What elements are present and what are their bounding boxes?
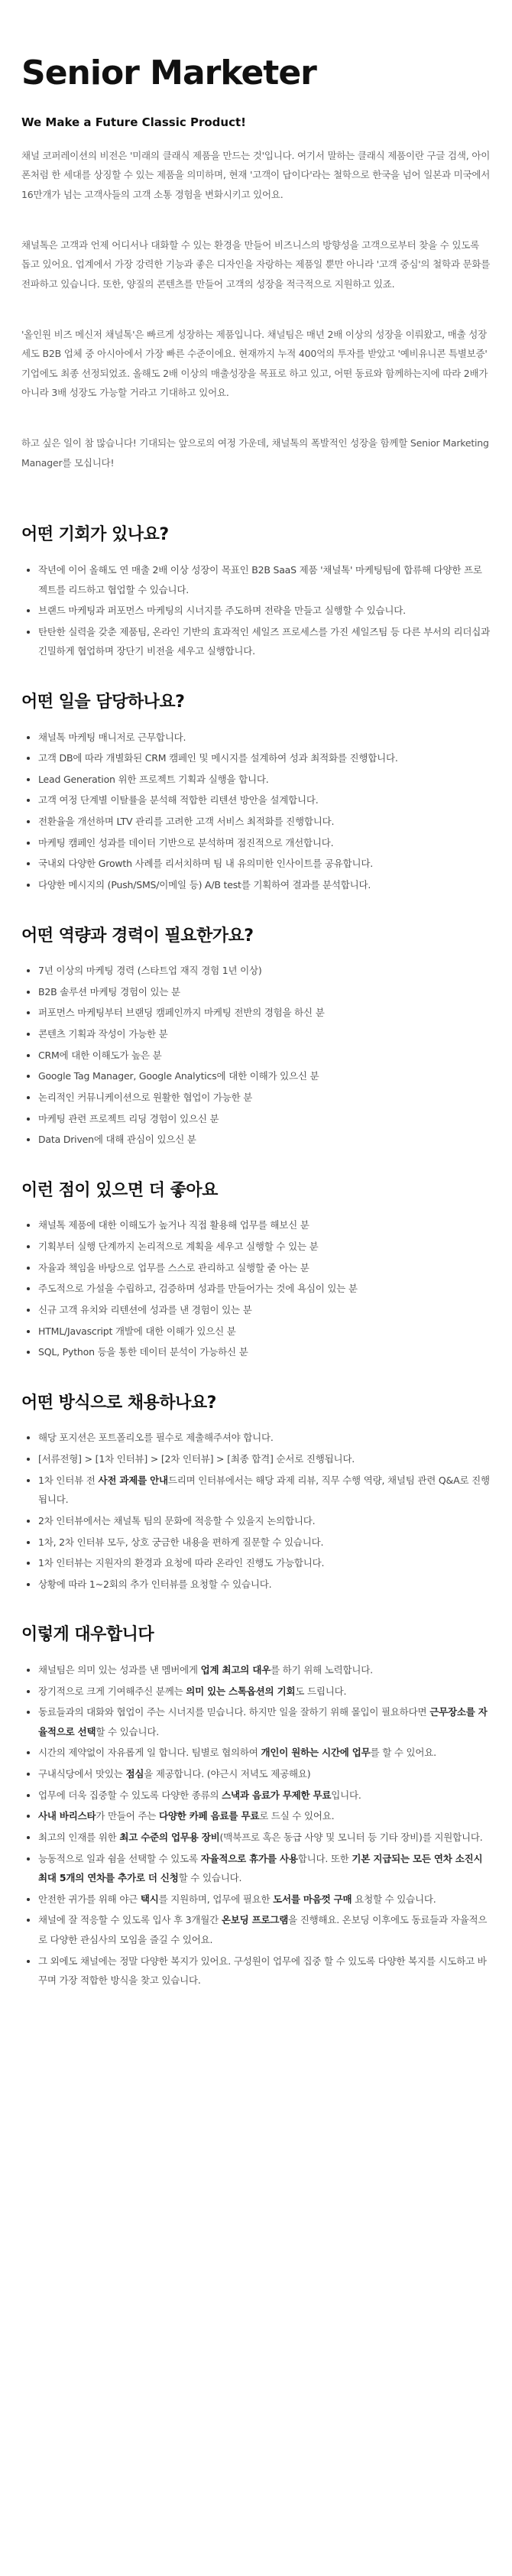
list-item: • Google Tag Manager, Google Analytics에 대한 이해가 있으신 분: [38, 1066, 491, 1086]
benefits-heading: 이렇게 대우합니다: [21, 1625, 154, 1645]
preferred-section: [21, 1180, 491, 1362]
intro-paragraph-product: 채널톡은 고객과 언제 어디서나 대화할 수 있는 환경을 만들어 비즈니스의 방향성을 고객으로부터 찾을 수 있도록 돕고 있어요. 업계에서 가장 강력한 기능과 좋은 디자인을 자랑하는 제품일 뿐만 아니라 '고객 중심'의 철학과 문화를 전파하고 있습니다. 또한, 양질의 콘텐츠를 만들어 고객의 성장을 적극적으로 지원하고 있죠.: [21, 238, 491, 290]
intro-paragraph-vision: 채널 코퍼레이션의 비전은 '미래의 클래식 제품을 만드는 것'입니다. 여기서 말하는 클래식 제품이란 구글 검색, 아이폰처럼 한 세대를 상징할 수 있는 제품을 의미하며, 현재 '고객이 답이다'라는 철학으로 한국을 넘어 일본과 미국에서 16만개가 넘는 고객사들의 고객 소통 경험을 변화시키고 있어요.: [21, 149, 491, 201]
benefits-list: [21, 1660, 491, 1990]
list-item: • 마케팅 캠페인 성과를 데이터 기반으로 분석하며 점진적으로 개선합니다.: [38, 833, 491, 853]
emphasis-text: 택시: [140, 1893, 159, 1905]
list-item: • 채널에 잘 적응할 수 있도록 입사 후 3개월간 온보딩 프로그램을 진행해요. 온보딩 이후에도 동료들과 자율적으로 다양한 관심사의 모임을 즐길 수 있어요.: [38, 1910, 491, 1949]
emphasis-text: 점심: [125, 1768, 144, 1780]
list-item: • 능동적으로 일과 쉼을 선택할 수 있도록 자율적으로 휴가를 사용합니다. 또한 기본 지급되는 모든 연차 소진시 최대 5개의 연차를 추가로 더 신청할 수 있습니다.: [38, 1849, 491, 1888]
list-item: • B2B 솔루션 마케팅 경험이 있는 분: [38, 982, 491, 1002]
process-heading: 어떤 방식으로 채용하나요?: [21, 1393, 216, 1413]
list-item: • SQL, Python 등을 통한 데이터 분석이 가능하신 분: [38, 1342, 491, 1362]
role-heading: 어떤 일을 담당하나요?: [21, 693, 185, 712]
list-item: • 고객 여정 단계별 이탈률을 분석해 적합한 리텐션 방안을 설계합니다.: [38, 790, 491, 810]
emphasis-text: 다양한 카페 음료를 무료: [158, 1810, 260, 1822]
qualifications-section: [21, 926, 491, 1150]
list-item: • 상황에 따라 1~2회의 추가 인터뷰를 요청할 수 있습니다.: [38, 1575, 491, 1595]
opportunity-list: [21, 560, 491, 661]
opportunity-section: [21, 524, 491, 661]
qualifications-heading: 어떤 역량과 경력이 필요한가요?: [21, 926, 254, 946]
opportunity-heading: 어떤 기회가 있나요?: [21, 525, 169, 545]
preferred-heading: 이런 점이 있으면 더 좋아요: [21, 1180, 218, 1200]
list-item: • 장기적으로 크게 기여해주신 분께는 의미 있는 스톡옵션의 기회도 드립니다.: [38, 1682, 491, 1702]
list-item: • 동료들과의 대화와 협업이 주는 시너지를 믿습니다. 하지만 일을 잘하기 위해 몰입이 필요하다면 근무장소를 자율적으로 선택할 수 있습니다.: [38, 1702, 491, 1741]
emphasis-text: 개인이 원하는 시간에 업무: [261, 1747, 371, 1759]
list-item: • 채널팀은 의미 있는 성과를 낸 멤버에게 업계 최고의 대우를 하기 위해 노력합니다.: [38, 1660, 491, 1680]
list-item: • 2차 인터뷰에서는 채널톡 팀의 문화에 적응할 수 있을지 논의합니다.: [38, 1511, 491, 1531]
qualifications-list: [21, 961, 491, 1150]
list-item: • 그 외에도 채널에는 정말 다양한 복지가 있어요. 구성원이 업무에 집중 할 수 있도록 다양한 복지를 시도하고 바꾸며 가장 적합한 방식을 찾고 있습니다.: [38, 1951, 491, 1990]
list-item: • Data Driven에 대해 관심이 있으신 분: [38, 1130, 491, 1150]
list-item: • 사내 바리스타가 만들어 주는 다양한 카페 음료를 무료로 드실 수 있어요.: [38, 1806, 491, 1826]
list-item: • 시간의 제약없이 자유롭게 일 합니다. 팀별로 협의하여 개인이 원하는 시간에 업무를 할 수 있어요.: [38, 1743, 491, 1763]
emphasis-text: 최고 수준의 업무용 장비: [119, 1831, 220, 1843]
emphasis-text: 온보딩 프로그램: [221, 1914, 289, 1926]
list-item: • [서류전형] > [1차 인터뷰] > [2차 인터뷰] > [최종 합격] 순서로 진행됩니다.: [38, 1449, 491, 1469]
emphasis-text: 업계 최고의 대우: [200, 1663, 271, 1676]
list-item: • 7년 이상의 마케팅 경력 (스타트업 재직 경험 1년 이상): [38, 961, 491, 981]
process-section: [21, 1393, 491, 1595]
list-item: • 주도적으로 가설을 수립하고, 검증하며 성과를 만들어가는 것에 욕심이 있는 분: [38, 1279, 491, 1299]
role-section: [21, 692, 491, 895]
list-item: • 다양한 메시지의 (Push/SMS/이메일 등) A/B test를 기획하여 결과를 분석합니다.: [38, 875, 491, 895]
list-item: • 채널톡 마케팅 매니저로 근무합니다.: [38, 728, 491, 748]
emphasis-text: 사전 과제를 안내: [98, 1474, 168, 1486]
list-item: • CRM에 대한 이해도가 높은 분: [38, 1046, 491, 1066]
role-list: [21, 728, 491, 895]
list-item: • 채널톡 제품에 대한 이해도가 높거나 직접 활용해 업무를 해보신 분: [38, 1215, 491, 1235]
intro-paragraph-invitation: 하고 싶은 일이 참 많습니다! 기대되는 앞으로의 여정 가운데, 채널톡의 폭발적인 성장을 함께할 Senior Marketing Manager를 모십니다!: [21, 437, 489, 469]
section-spacer: [21, 503, 491, 524]
preferred-list: [21, 1215, 491, 1361]
list-item: • 기획부터 실행 단계까지 논리적으로 계획을 세우고 실행할 수 있는 분: [38, 1237, 491, 1257]
process-list: [21, 1428, 491, 1594]
list-item: • 신규 고객 유치와 리텐션에 성과를 낸 경험이 있는 분: [38, 1300, 491, 1320]
list-item: • 최고의 인재를 위한 최고 수준의 업무용 장비(맥북프로 혹은 동급 사양 및 모니터 등 기타 장비)를 지원합니다.: [38, 1828, 491, 1848]
list-item: • 고객 DB에 따라 개별화된 CRM 캠페인 및 메시지를 설계하여 성과 최적화를 진행합니다.: [38, 748, 491, 768]
list-item: • 국내외 다양한 Growth 사례를 리서치하며 팀 내 유의미한 인사이트를 공유합니다.: [38, 854, 491, 874]
emphasis-text: 사내 바리스타: [38, 1810, 96, 1822]
benefits-section: [21, 1624, 491, 1990]
list-item: • 업무에 더욱 집중할 수 있도록 다양한 종류의 스낵과 음료가 무제한 무료입니다.: [38, 1786, 491, 1805]
emphasis-text: 도서를 마음껏 구매: [273, 1893, 352, 1905]
list-item: • 작년에 이어 올해도 연 매출 2배 이상 성장이 목표인 B2B SaaS 제품 '채널톡' 마케팅팀에 합류해 다양한 프로젝트를 리드하고 협업할 수 있습니다.: [38, 560, 491, 599]
emphasis-text: 의미 있는 스톡옵션의 기회: [186, 1685, 296, 1697]
intro-paragraph-growth: '올인원 비즈 메신저 채널톡'은 빠르게 성장하는 제품입니다. 채널팀은 매년 2배 이상의 성장을 이뤄왔고, 매출 성장세도 B2B 업체 중 아시아에서 가장 빠른 수준이에요. 현재까지 누적 400억의 투자를 받았고 '예비유니콘 특별보증' 기업에도 최종 선정되었죠. 올해도 2배 이상의 매출성장을 목표로 하고 있고, 어떤 동료와 함께하는지에 따라 2배가 아니라 3배 성장도 가능할 거라고 기대하고 있어요.: [21, 328, 488, 399]
page-title: Senior Marketer: [21, 54, 316, 92]
emphasis-text: 기본 지급되는 모든 연차 소진시 최대 5개의 연차를 추가로 더 신청: [38, 1852, 483, 1884]
list-item: • 자율과 책임을 바탕으로 업무를 스스로 관리하고 실행할 줄 아는 분: [38, 1258, 491, 1278]
page-subtitle: We Make a Future Classic Product!: [21, 115, 246, 129]
list-item: • 브랜드 마케팅과 퍼포먼스 마케팅의 시너지를 주도하며 전략을 만들고 실행할 수 있습니다.: [38, 601, 491, 621]
list-item: • HTML/Javascript 개발에 대한 이해가 있으신 분: [38, 1322, 491, 1342]
list-item: • Lead Generation 위한 프로젝트 기획과 실행을 합니다.: [38, 770, 491, 790]
list-item: • 해당 포지션은 포트폴리오를 필수로 제출해주셔야 합니다.: [38, 1428, 491, 1448]
list-item: • 1차, 2차 인터뷰 모두, 상호 궁금한 내용을 편하게 질문할 수 있습니다.: [38, 1533, 491, 1552]
list-item: • 구내식당에서 맛있는 점심을 제공합니다. (야근시 저녁도 제공해요): [38, 1764, 491, 1784]
list-item: • 마케팅 관련 프로젝트 리딩 경험이 있으신 분: [38, 1109, 491, 1129]
list-item: • 1차 인터뷰 전 사전 과제를 안내드리며 인터뷰에서는 해당 과제 리뷰, 직무 수행 역량, 채널팀 관련 Q&A로 진행됩니다.: [38, 1471, 491, 1510]
emphasis-text: 자율적으로 휴가를 사용: [200, 1852, 298, 1864]
list-item: • 안전한 귀가를 위해 야근 택시를 지원하며, 업무에 필요한 도서를 마음껏 구매 요청할 수 있습니다.: [38, 1890, 491, 1909]
list-item: • 논리적인 커뮤니케이션으로 원활한 협업이 가능한 분: [38, 1088, 491, 1108]
emphasis-text: 근무장소를 자율적으로 선택: [38, 1706, 488, 1737]
emphasis-text: 스낵과 음료가 무제한 무료: [222, 1789, 332, 1801]
list-item: • 1차 인터뷰는 지원자의 환경과 요청에 따라 온라인 진행도 가능합니다.: [38, 1553, 491, 1573]
list-item: • 탄탄한 실력을 갖춘 제품팀, 온라인 기반의 효과적인 세일즈 프로세스를 가진 세일즈팀 등 다른 부서의 리더십과 긴밀하게 협업하며 장단기 비전을 세우고 실행합니다.: [38, 622, 491, 661]
list-item: • 콘텐츠 기획과 작성이 가능한 분: [38, 1024, 491, 1044]
list-item: • 퍼포먼스 마케팅부터 브랜딩 캠페인까지 마케팅 전반의 경험을 하신 분: [38, 1003, 491, 1023]
list-item: • 전환율을 개선하며 LTV 관리를 고려한 고객 서비스 최적화를 진행합니다.: [38, 812, 491, 832]
